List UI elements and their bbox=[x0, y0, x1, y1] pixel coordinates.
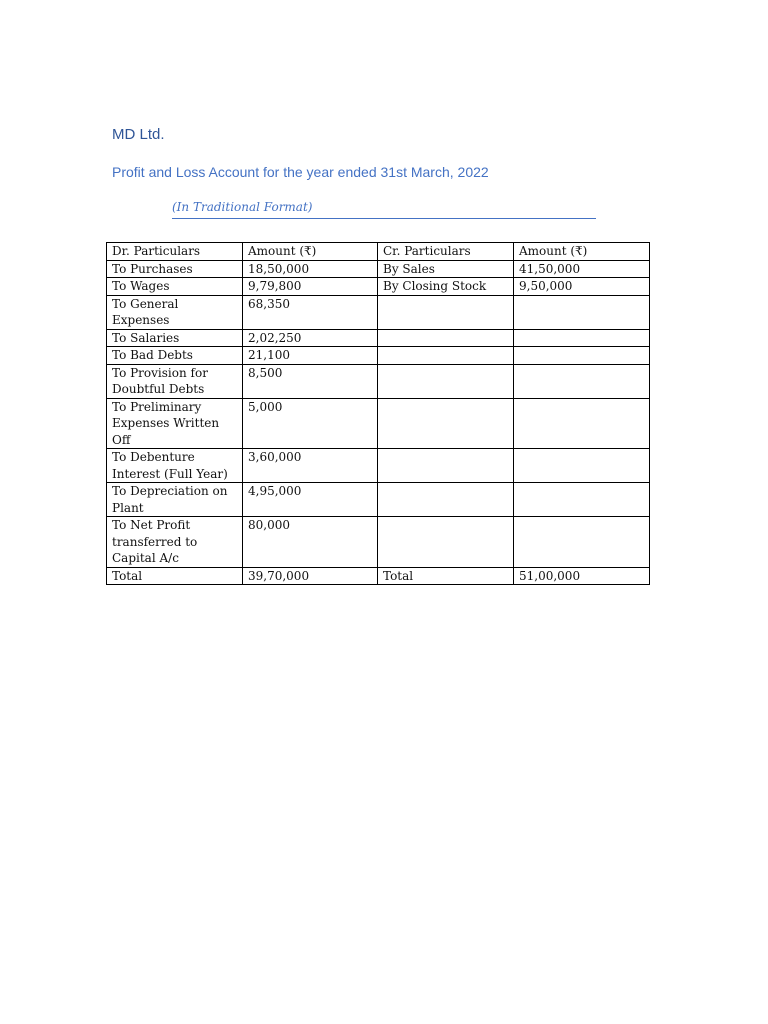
header-cr-amount: Amount (₹) bbox=[514, 243, 650, 261]
cr-particular bbox=[378, 449, 514, 483]
dr-particular: To Preliminary Expenses Written Off bbox=[107, 398, 243, 449]
table-row bbox=[107, 517, 650, 568]
dr-particular: To Purchases bbox=[107, 260, 243, 278]
dr-amount: 68,350 bbox=[243, 295, 378, 329]
dr-particular: To Bad Debts bbox=[107, 347, 243, 365]
cr-particular bbox=[378, 329, 514, 347]
header-dr-amount: Amount (₹) bbox=[243, 243, 378, 261]
dr-amount: 80,000 bbox=[243, 517, 378, 568]
table-row bbox=[107, 347, 650, 365]
cr-particular bbox=[378, 347, 514, 365]
table-row bbox=[107, 278, 650, 296]
format-note: (In Traditional Format) bbox=[172, 200, 596, 219]
dr-particular: To Wages bbox=[107, 278, 243, 296]
table-row bbox=[107, 329, 650, 347]
report-title: Profit and Loss Account for the year ended 31st March, 2022 bbox=[112, 164, 489, 180]
cr-particular bbox=[378, 295, 514, 329]
dr-total-amount: 39,70,000 bbox=[243, 567, 378, 585]
cr-amount bbox=[514, 347, 650, 365]
cr-particular bbox=[378, 483, 514, 517]
dr-amount: 5,000 bbox=[243, 398, 378, 449]
table-total-row bbox=[107, 567, 650, 585]
cr-particular: By Sales bbox=[378, 260, 514, 278]
profit-loss-table bbox=[106, 242, 650, 585]
dr-amount: 2,02,250 bbox=[243, 329, 378, 347]
dr-particular: To General Expenses bbox=[107, 295, 243, 329]
table-row bbox=[107, 295, 650, 329]
cr-amount bbox=[514, 398, 650, 449]
dr-total-label: Total bbox=[107, 567, 243, 585]
dr-amount: 18,50,000 bbox=[243, 260, 378, 278]
dr-amount: 3,60,000 bbox=[243, 449, 378, 483]
cr-amount bbox=[514, 517, 650, 568]
table-row bbox=[107, 364, 650, 398]
dr-amount: 4,95,000 bbox=[243, 483, 378, 517]
cr-amount: 9,50,000 bbox=[514, 278, 650, 296]
cr-particular bbox=[378, 398, 514, 449]
cr-amount bbox=[514, 483, 650, 517]
table-row bbox=[107, 483, 650, 517]
cr-amount bbox=[514, 329, 650, 347]
table-row bbox=[107, 449, 650, 483]
table-row bbox=[107, 398, 650, 449]
dr-particular: To Depreciation on Plant bbox=[107, 483, 243, 517]
table-header-row bbox=[107, 243, 650, 261]
table-row bbox=[107, 260, 650, 278]
cr-amount: 41,50,000 bbox=[514, 260, 650, 278]
dr-particular: To Net Profit transferred to Capital A/c bbox=[107, 517, 243, 568]
company-name: MD Ltd. bbox=[112, 126, 165, 143]
cr-particular: By Closing Stock bbox=[378, 278, 514, 296]
cr-amount bbox=[514, 364, 650, 398]
cr-amount bbox=[514, 295, 650, 329]
cr-particular bbox=[378, 517, 514, 568]
cr-amount bbox=[514, 449, 650, 483]
dr-amount: 21,100 bbox=[243, 347, 378, 365]
cr-total-label: Total bbox=[378, 567, 514, 585]
cr-total-amount: 51,00,000 bbox=[514, 567, 650, 585]
dr-amount: 8,500 bbox=[243, 364, 378, 398]
header-cr-particulars: Cr. Particulars bbox=[378, 243, 514, 261]
dr-amount: 9,79,800 bbox=[243, 278, 378, 296]
dr-particular: To Debenture Interest (Full Year) bbox=[107, 449, 243, 483]
header-dr-particulars: Dr. Particulars bbox=[107, 243, 243, 261]
dr-particular: To Provision for Doubtful Debts bbox=[107, 364, 243, 398]
cr-particular bbox=[378, 364, 514, 398]
dr-particular: To Salaries bbox=[107, 329, 243, 347]
